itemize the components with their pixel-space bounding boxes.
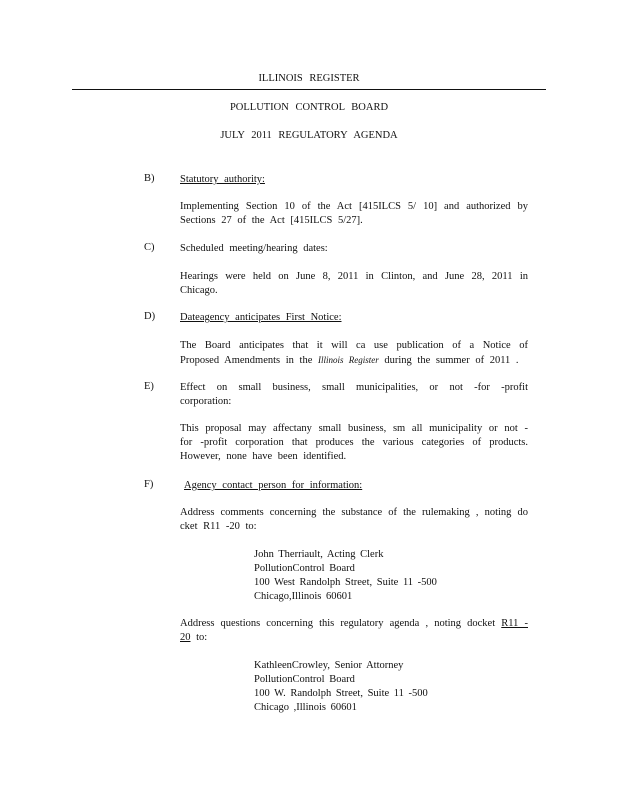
section-f-para2-end: to: [190,632,208,643]
section-e-label: E) [144,381,154,392]
contact-attorney [254,659,428,715]
contact-clerk-org: PollutionControl Board [254,563,355,574]
section-e-body: This proposal may affectany small business, sm all municipality or not -for -profit corporation that produces the various categories of products. However, none have been identified. [180,423,528,462]
section-b-body: Implementing Section 10 of the Act [415ILCS 5/ 10] and authorized by Sections 27 of the Act [415ILCS 5/27]. [180,201,528,226]
contact-attorney-name: KathleenCrowley, Senior Attorney [254,660,404,671]
section-f-para2-start: Address questions concerning this regulatory agenda , noting docket [180,618,502,629]
section-d-body-start: The Board anticipates that it will ca use publication of a Notice of Proposed Amendments in the [180,340,528,366]
section-c-label: C) [144,242,155,253]
section-d-heading: Dateagency anticipates First Notice: [180,312,342,323]
header-rule [72,89,546,90]
section-f-para1: Address comments concerning the substance of the rulemaking , noting do cket R11 -20 to: [180,507,528,532]
docket-number: R11 - 20 [180,618,528,643]
section-f-heading: Agency contact person for information: [184,480,363,491]
board-title: POLLUTION CONTROL BOARD [229,102,389,113]
agenda-title: JULY 2011 REGULATORY AGENDA [220,130,398,141]
contact-attorney-street: 100 W. Randolph Street, Suite 11 -500 [254,688,428,699]
section-d-body-end: during the summer of 2011 . [378,355,519,366]
section-b-heading: Statutory authority: [180,174,265,185]
contact-attorney-city: Chicago ,Illinois 60601 [254,702,357,713]
contact-attorney-org: PollutionControl Board [254,674,355,685]
section-d-body [180,339,528,368]
section-c-body: Hearings were held on June 8, 2011 in Clinton, and June 28, 2011 in Chicago. [180,271,528,296]
register-title: ILLINOIS REGISTER [258,73,360,84]
contact-clerk-city: Chicago,Illinois 60601 [254,591,353,602]
section-f-para2 [180,617,528,645]
section-e-heading: Effect on small business, small municipalities, or not -for -profit corporation: [180,382,528,407]
contact-clerk-street: 100 West Randolph Street, Suite 11 -500 [254,577,437,588]
illinois-register-italic: Illinois Register [318,355,379,365]
contact-clerk-name: John Therriault, Acting Clerk [254,549,384,560]
section-f-label: F) [144,479,154,490]
section-c-heading: Scheduled meeting/hearing dates: [180,243,328,254]
contact-clerk [254,548,437,604]
section-b-label: B) [144,173,155,184]
section-d-label: D) [144,311,156,322]
